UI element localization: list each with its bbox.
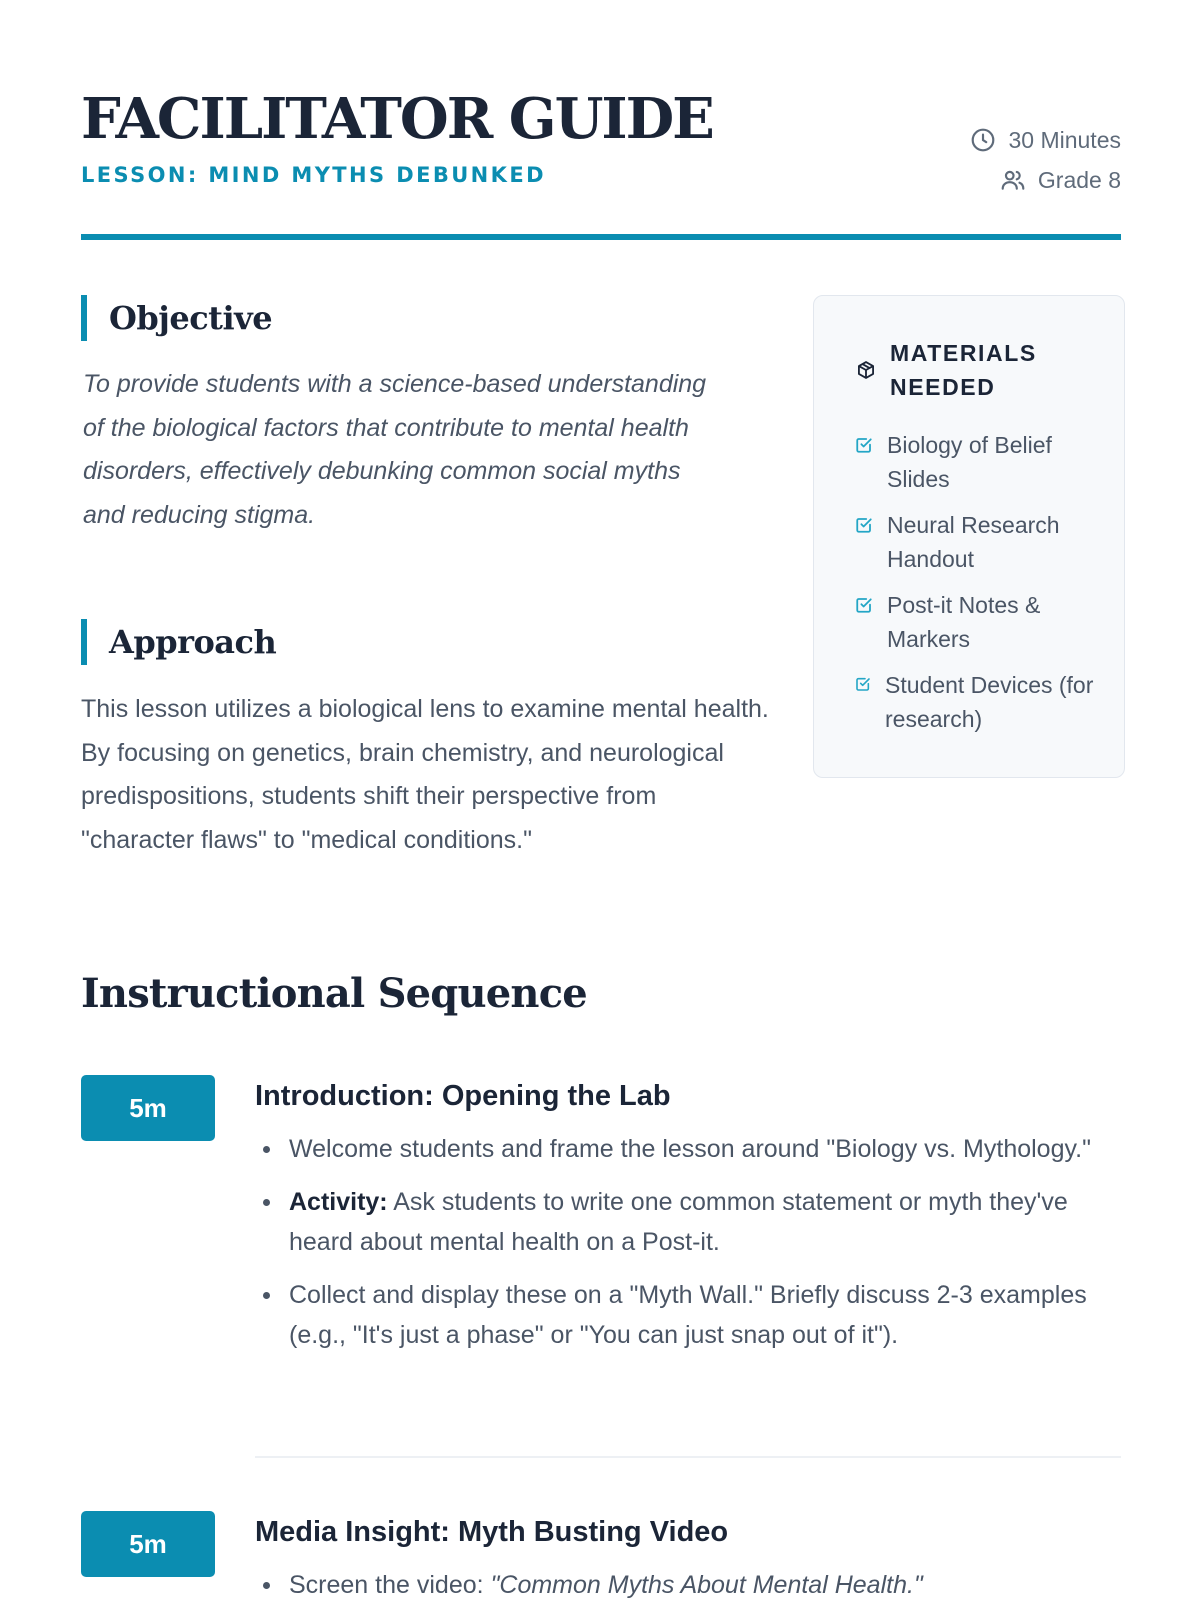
step-body <box>255 1511 1121 1600</box>
step-list <box>255 1129 1121 1355</box>
step-title: Introduction: Opening the Lab <box>255 1080 671 1112</box>
step-list <box>255 1565 1121 1600</box>
approach-text: This lesson utilizes a biological lens to examine mental health. By focusing on genetics, brain chemistry, and neurological predispositions, students shift their perspective from "character flaws" to "medical conditions." <box>81 695 769 854</box>
list-item <box>255 1182 1121 1262</box>
materials-heading-text: MATERIALS NEEDED <box>890 340 1037 400</box>
list-item <box>255 1129 1121 1169</box>
heading-accent-bar <box>81 295 87 341</box>
material-label: Biology of Belief Slides <box>887 432 1052 492</box>
step-title: Media Insight: Myth Busting Video <box>255 1516 729 1548</box>
grade-text: Grade 8 <box>1037 166 1121 193</box>
sequence-heading: Instructional Sequence <box>81 970 587 1017</box>
material-label: Post-it Notes & Markers <box>887 592 1041 652</box>
step-bullet-text: Screen the video: <box>289 1571 491 1599</box>
checkbox-checked-icon <box>855 436 873 454</box>
activity-label: Activity: <box>289 1188 388 1216</box>
step-divider <box>255 1456 1121 1458</box>
list-item <box>855 668 1105 736</box>
checkbox-checked-icon <box>855 596 873 614</box>
list-item <box>855 508 1105 576</box>
heading-accent-bar <box>81 619 87 665</box>
package-icon <box>856 360 876 380</box>
materials-heading <box>856 336 1070 404</box>
materials-panel <box>813 295 1125 778</box>
clock-icon <box>970 127 996 153</box>
checkbox-checked-icon <box>855 676 871 692</box>
step-bullet-text: Ask students to write one common statement or myth they've heard about mental health on a Post-it. <box>289 1188 1068 1256</box>
step-bullet-text: Welcome students and frame the lesson around "Biology vs. Mythology." <box>289 1135 1091 1163</box>
material-label: Student Devices (for research) <box>885 672 1094 732</box>
list-item <box>855 428 1105 496</box>
header <box>81 86 1121 242</box>
step-body <box>255 1075 1121 1368</box>
users-icon <box>1000 167 1026 193</box>
duration-meta <box>970 120 1121 160</box>
approach-heading <box>81 619 276 665</box>
duration-badge: 5m <box>81 1511 215 1577</box>
lesson-subtitle: LESSON: MIND MYTHS DEBUNKED <box>81 163 546 187</box>
objective-heading <box>81 295 272 341</box>
page-title: FACILITATOR GUIDE <box>81 86 713 152</box>
objective-text: To provide students with a science-based understanding of the biological factors that contribute to mental health disorders, effectively debunking common social myths and reducing stigma. <box>83 370 707 529</box>
step-bullet-text: Collect and display these on a "Myth Wall." Briefly discuss 2-3 examples (e.g., "It's just a phase" or "You can just snap out of it"). <box>289 1281 1087 1349</box>
grade-meta <box>970 160 1121 200</box>
checkbox-checked-icon <box>855 516 873 534</box>
list-item <box>255 1275 1121 1355</box>
duration-badge: 5m <box>81 1075 215 1141</box>
duration-text: 30 Minutes <box>1008 126 1121 153</box>
list-item <box>255 1565 1121 1600</box>
video-title: "Common Myths About Mental Health." <box>490 1571 923 1599</box>
list-item <box>855 588 1105 656</box>
approach-heading-text: Approach <box>109 623 277 661</box>
material-label: Neural Research Handout <box>887 512 1060 572</box>
materials-list <box>855 428 1105 748</box>
header-divider <box>81 234 1121 240</box>
objective-heading-text: Objective <box>109 299 273 337</box>
lesson-meta <box>970 120 1121 200</box>
